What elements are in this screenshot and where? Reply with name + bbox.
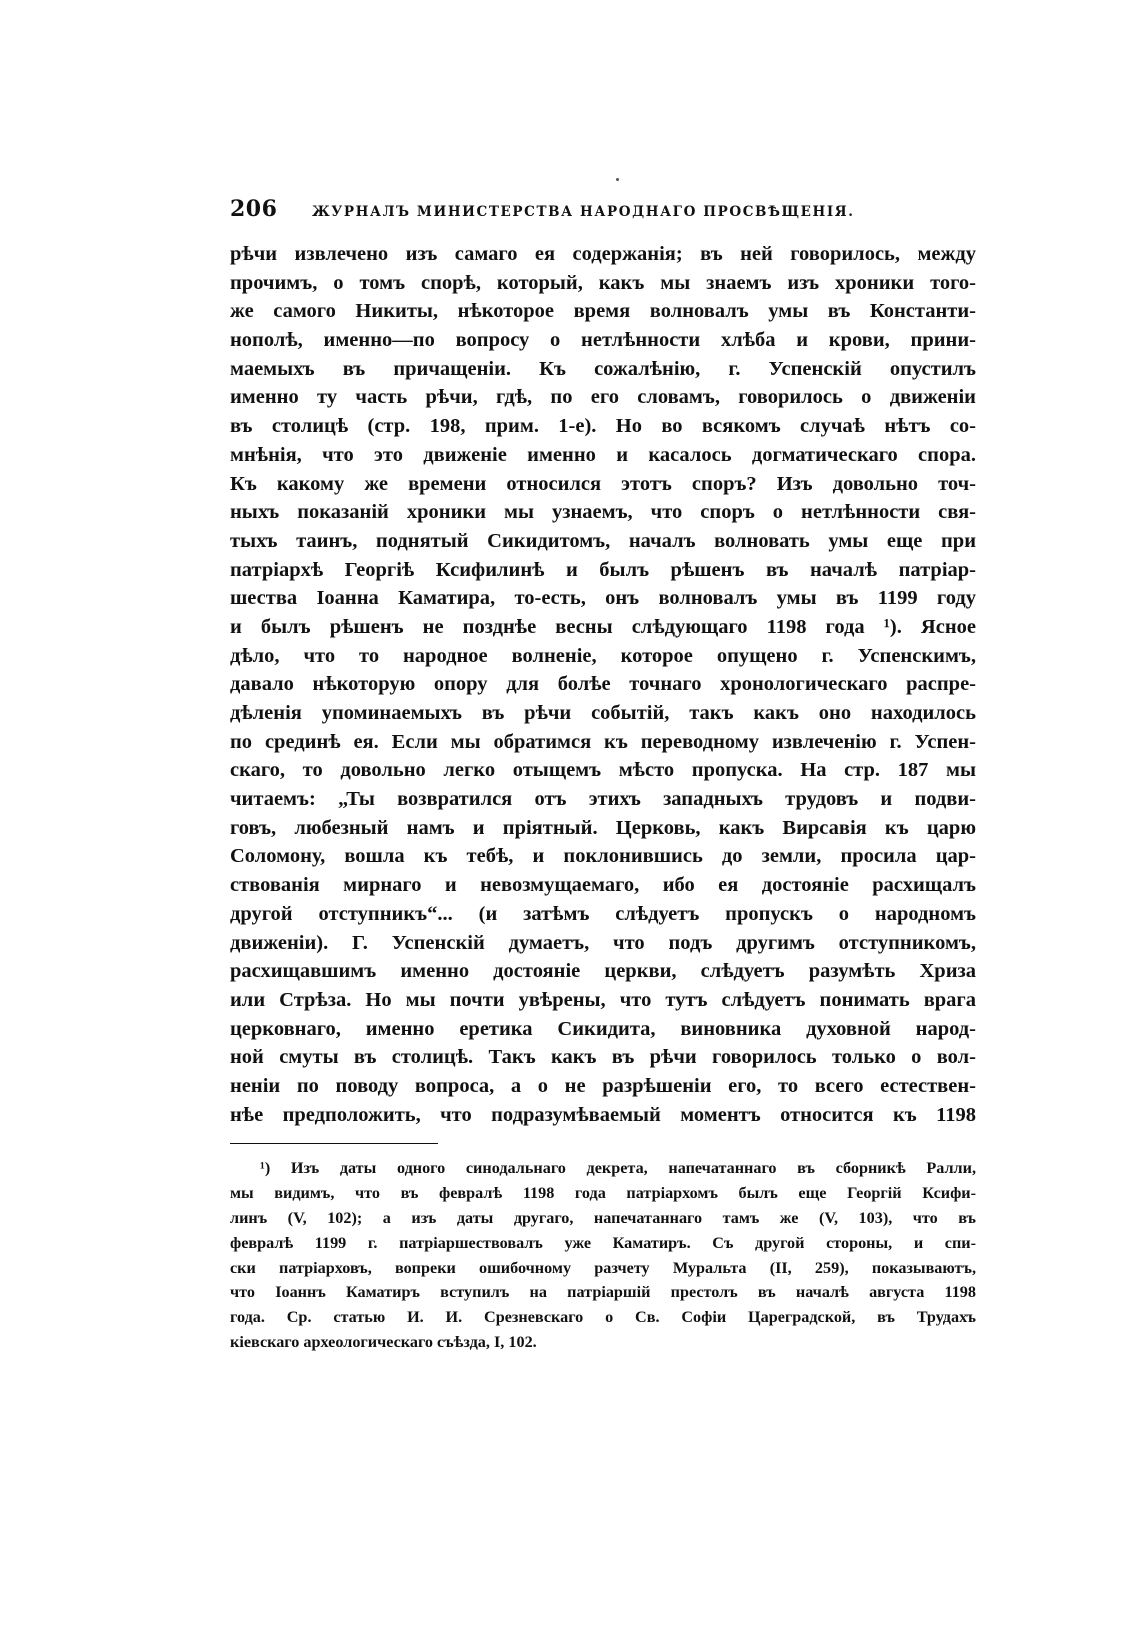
text-line: другой отступникъ“... (и затѣмъ слѣдуетъ пропускъ о народномъ (230, 902, 976, 925)
running-head (230, 196, 976, 222)
footnote-line: года. Ср. статью И. И. Срезневскаго о Св. Софіи Цареградской, въ Трудахъ (230, 1308, 976, 1327)
footnote (230, 1156, 976, 1354)
footnote-line: линъ (V, 102); а изъ даты другаго, напечатаннаго тамъ же (V, 103), что въ (230, 1208, 976, 1227)
text-line: нѣе предположить, что подразумѣваемый моментъ относится къ 1198 (230, 1103, 976, 1126)
journal-title: ЖУРНАЛЪ МИНИСТЕРСТВА НАРОДНАГО ПРОСВѢЩЕНІЯ. (312, 204, 855, 220)
text-line: именно ту часть рѣчи, гдѣ, по его словамъ, говорилось о движеніи (230, 386, 976, 409)
text-line: скаго, то довольно легко отыщемъ мѣсто пропуска. На стр. 187 мы (230, 759, 976, 782)
text-line: неніи по поводу вопроса, а о не разрѣшеніи его, то всего естествен- (230, 1074, 976, 1097)
text-line: нополѣ, именно—по вопросу о нетлѣнности хлѣба и крови, прини- (230, 329, 976, 352)
text-line: прочимъ, о томъ спорѣ, который, какъ мы знаемъ изъ хроники того- (230, 271, 976, 294)
text-line: маемыхъ въ причащеніи. Къ сожалѣнію, г. Успенскій опустилъ (230, 357, 976, 380)
text-line: или Стрѣза. Но мы почти увѣрены, что тутъ слѣдуетъ понимать врага (230, 988, 976, 1011)
text-line: движеніи). Г. Успенскій думаетъ, что подъ другимъ отступникомъ, (230, 931, 976, 954)
text-line: Соломону, вошла къ тебѣ, и поклонившись до земли, просила цар- (230, 845, 976, 868)
footnote-line: мы видимъ, что въ февралѣ 1198 года патріархомъ былъ еще Георгій Ксифи- (230, 1184, 976, 1203)
text-line: тыхъ таинъ, поднятый Сикидитомъ, началъ волновать умы еще при (230, 529, 976, 552)
text-line: расхищавшимъ именно достояніе церкви, слѣдуетъ разумѣть Хриза (230, 960, 976, 983)
text-line: Къ какому же времени относился этотъ споръ? Изъ довольно точ- (230, 472, 976, 495)
text-line: же самого Никиты, нѣкоторое время волновалъ умы въ Константи- (230, 300, 976, 323)
text-line: говъ, любезный намъ и пріятный. Церковь, какъ Вирсавія къ царю (230, 816, 976, 839)
book-page (230, 196, 976, 1355)
text-line: въ столицѣ (стр. 198, прим. 1-е). Но во всякомъ случаѣ нѣтъ со- (230, 415, 976, 438)
footnote-rule (230, 1143, 438, 1144)
text-line: мнѣнія, что это движеніе именно и касалось догматическаго спора. (230, 443, 976, 466)
text-line: ной смуты въ столицѣ. Такъ какъ въ рѣчи говорилось только о вол- (230, 1046, 976, 1069)
text-line: давало нѣкоторую опору для болѣе точнаго хронологическаго распре- (230, 673, 976, 696)
text-line: патріархѣ Георгіѣ Ксифилинѣ и былъ рѣшенъ въ началѣ патріар- (230, 558, 976, 581)
footnote-line: ¹) Изъ даты одного синодальнаго декрета, напечатаннаго въ сборникѣ Ралли, (260, 1159, 976, 1178)
text-line: шества Іоанна Каматира, то-есть, онъ волновалъ умы въ 1199 году (230, 587, 976, 610)
footnote-line: февралѣ 1199 г. патріаршествовалъ уже Каматиръ. Съ другой стороны, и спи- (230, 1233, 976, 1252)
footnote-line: кіевскаго археологическаго съѣзда, I, 102. (230, 1332, 537, 1351)
text-line: ствованія мирнаго и невозмущаемаго, ибо ея достояніе расхищалъ (230, 874, 976, 897)
text-line: ныхъ показаній хроники мы узнаемъ, что споръ о нетлѣнности свя- (230, 501, 976, 524)
text-line: рѣчи извлечено изъ самаго ея содержанія; въ ней говорилось, между (230, 243, 976, 265)
text-line: дѣленія упоминаемыхъ въ рѣчи событій, такъ какъ оно находилось (230, 702, 976, 724)
text-line: и былъ рѣшенъ не позднѣе весны слѣдующаго 1198 года ¹). Ясное (230, 615, 976, 638)
text-line: по срединѣ ея. Если мы обратимся къ переводному извлеченію г. Успен- (230, 730, 976, 753)
text-line: читаемъ: „Ты возвратился отъ этихъ западныхъ трудовъ и подви- (230, 788, 976, 811)
text-line: дѣло, что то народное волненіе, которое опущено г. Успенскимъ, (230, 644, 976, 667)
footnote-line: ски патріарховъ, вопреки ошибочному разчету Муральта (II, 259), показываютъ, (230, 1258, 976, 1277)
printer-speck (616, 178, 619, 181)
page-number: 206 (230, 196, 278, 222)
text-line: церковнаго, именно еретика Сикидита, виновника духовной народ- (230, 1017, 976, 1040)
footnote-line: что Іоаннъ Каматиръ вступилъ на патріаршій престолъ въ началѣ августа 1198 (230, 1283, 976, 1302)
main-text (230, 240, 976, 1129)
